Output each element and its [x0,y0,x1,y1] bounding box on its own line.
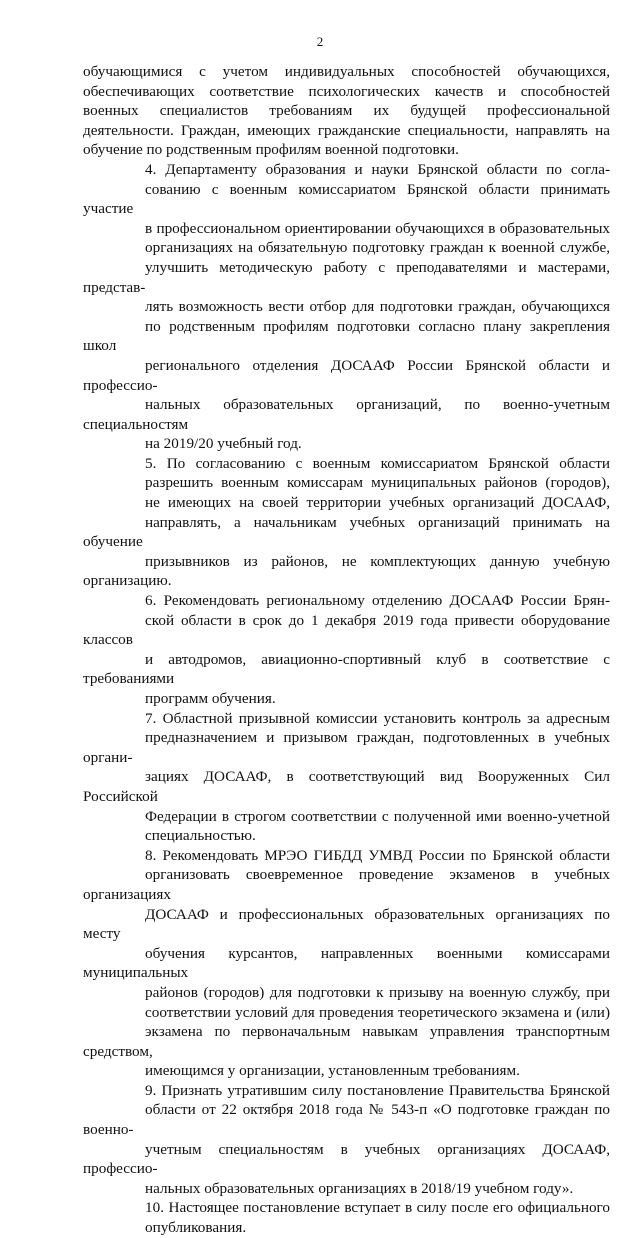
text-line: организовать своевременное проведение экзаменов в учебных организациях [83,866,610,903]
paragraph-item-9 [83,1081,610,1199]
text-line: регионального отделения ДОСААФ России Брянской области и профессио- [83,356,610,394]
paragraph-item-5 [83,454,610,591]
text-line: Федерации в строгом соответствии с полученной ими военно-учетной [145,807,610,825]
text-line: обучения курсантов, направленных военными комиссарами муниципальных [83,944,610,982]
text-line: районов (городов) для подготовки к призыву на военную службу, при [145,983,610,1001]
text-line: 6. Рекомендовать региональному отделению ДОСААФ России Брян- [145,592,610,610]
paragraph-item-8 [83,846,610,1081]
document-body [83,62,610,1238]
text-line: на 2019/20 учебный год. [145,435,302,453]
text-line: специальностью. [145,827,256,845]
text-line: предназначением и призывом граждан, подготовленных в учебных органи- [83,729,610,766]
text-line: разрешить военным комиссарам муниципальных районов (городов), [145,474,610,492]
text-line: и автодромов, авиационно-спортивный клуб в соответствие с требованиями [83,650,610,688]
text-line: 7. Областной призывной комиссии установить контроль за адресным [145,709,610,727]
text-line: не имеющих на своей территории учебных организаций ДОСААФ, [145,494,610,512]
page-number: 2 [316,34,324,49]
text-line: сованию с военным комиссариатом Брянской области принимать участие [83,180,610,218]
text-line: 8. Рекомендовать МРЭО ГИБДД УМВД России по Брянской области [145,846,610,864]
text-line: нальных образовательных организациях в 2018/19 учебном году». [145,1179,574,1197]
text-line: в профессиональном ориентировании обучающихся в образовательных [145,219,610,237]
text-line: лять возможность вести отбор для подготовки граждан, обучающихся [145,298,610,316]
paragraph-item-4 [83,160,610,454]
text-line: соответствии условий для проведения теоретического экзамена и (или) [145,1003,610,1021]
paragraph-item-10 [83,1198,610,1237]
text-line: по родственным профилям подготовки согласно плану закрепления школ [83,317,610,355]
text-line: улучшить методическую работу с преподавателями и мастерами, предстaв- [83,258,610,296]
text-line: призывников из районов, не комплектующих данную учебную организацию. [83,552,610,590]
text-line: ДОСААФ и профессиональных образовательных организациях по месту [83,905,610,943]
paragraph-item-6 [83,591,610,709]
text-line: обучающимися с учетом индивидуальных способностей обучающихся, [83,63,610,80]
text-line: 4. Департаменту образования и науки Брянской области по согла- [145,160,610,178]
text-line: 9. Признать утратившим силу постановление Правительства Брянской [145,1081,610,1099]
text-line: деятельности. Граждан, имеющих гражданские специальности, направлять на [83,121,610,139]
text-line: нальных образовательных организаций, по военно-учетным специальностям [83,396,610,433]
text-line: организациях на обязательную подготовку граждан к военной службе, [145,239,610,257]
text-line: учетным специальностям в учебных организациях ДОСААФ, профессио- [83,1140,610,1178]
text-line: экзамена по первоначальным навыкам управления транспортным средством, [83,1023,610,1060]
text-line: программ обучения. [145,690,276,707]
paragraph-item-7 [83,709,610,846]
text-line: 10. Настоящее постановление вступает в силу после его официального [145,1199,610,1217]
text-line: области от 22 октября 2018 года № 543-п «О подготовке граждан по военно- [83,1101,610,1139]
text-line: 5. По согласованию с военным комиссариатом Брянской области [145,454,610,472]
text-line: опубликования. [145,1219,247,1237]
paragraph-continuation [83,62,610,160]
text-line: военных специалистов требованиям их будущей профессиональной [83,102,610,120]
text-line: направлять, а начальникам учебных организаций принимать на обучение [83,513,610,551]
text-line: ской области в срок до 1 декабря 2019 года привести оборудование классов [83,611,610,649]
text-line: обеспечивающих соответствие психологических качеств и способностей [83,82,610,100]
text-line: имеющимся у организации, установленным требованиям. [145,1062,520,1080]
text-line: обучение по родственным профилям военной подготовки. [83,141,459,159]
text-line: зациях ДОСААФ, в соответствующий вид Вооруженных Сил Российской [83,768,610,805]
